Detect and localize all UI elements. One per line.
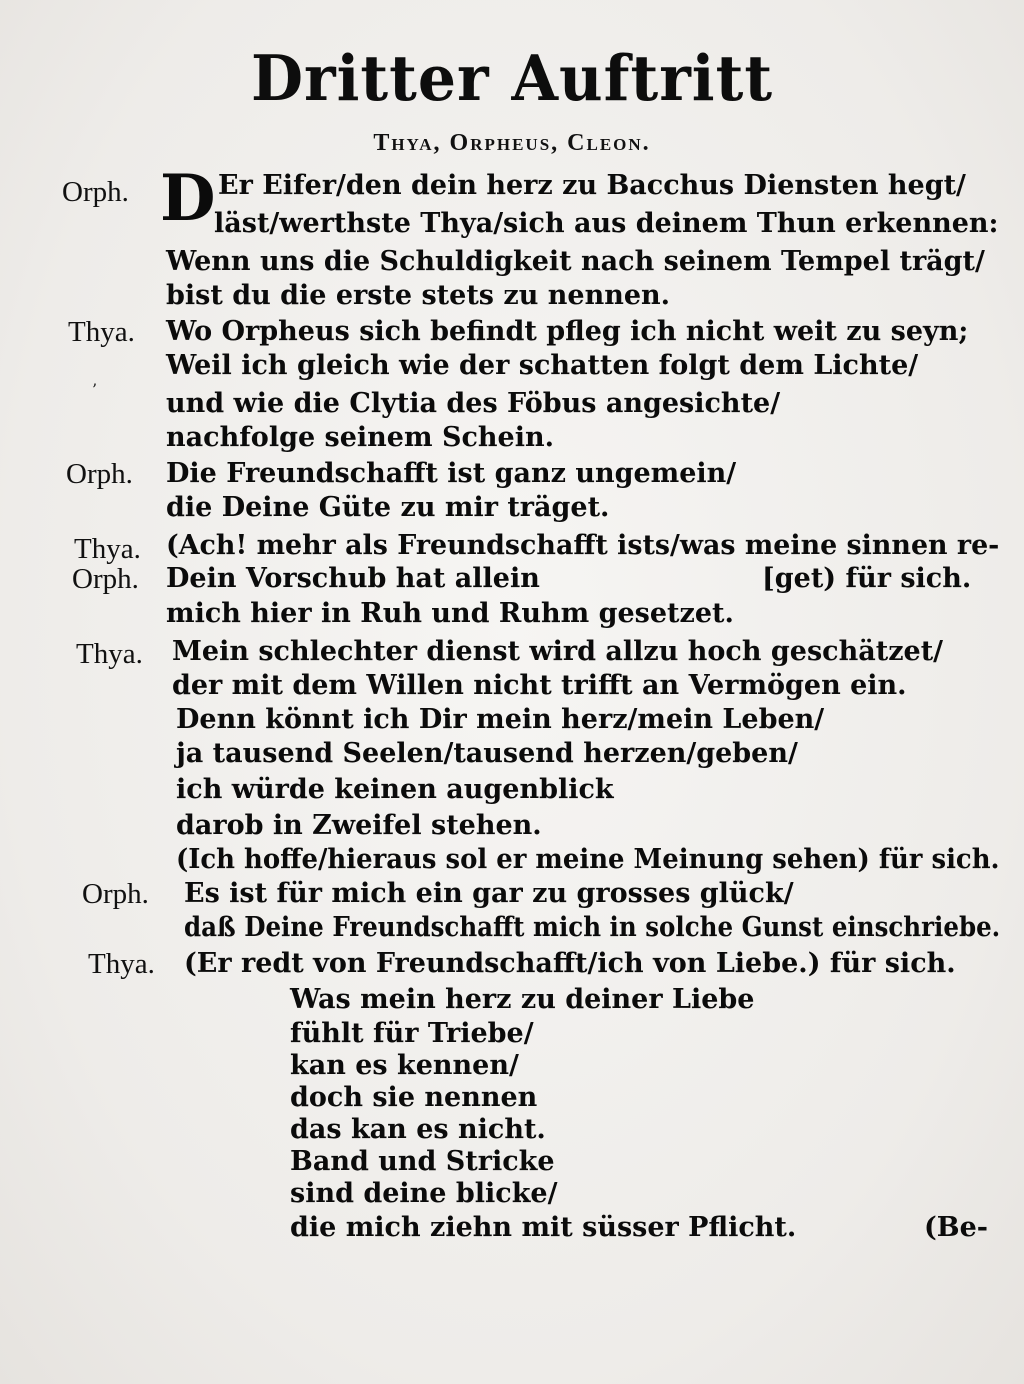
catchword: (Be- (924, 1212, 988, 1243)
verse-line: Mein schlechter dienst wird allzu hoch geschätzet/ (172, 636, 944, 667)
verse-line: bist du die erste stets zu nennen. (166, 280, 671, 311)
verse-line: ich würde keinen augenblick (176, 774, 614, 805)
verse-line: Wo Orpheus sich befindt pfleg ich nicht weit zu seyn; (166, 316, 969, 347)
verse-line: das kan es nicht. (290, 1114, 546, 1145)
verse-line: Die Freundschafft ist ganz ungemein/ (166, 458, 737, 489)
drop-cap: D (160, 161, 216, 236)
verse-line: nachfolge seinem Schein. (166, 422, 554, 453)
speaker-label: Orph. (66, 458, 133, 490)
speaker-label: Thya. (76, 638, 143, 670)
verse-line: mich hier in Ruh und Ruhm gesetzet. (166, 598, 734, 629)
verse-line: daß Deine Freundschafft mich in solche Gunst einschriebe. (184, 912, 1001, 943)
verse-line: (Ach! mehr als Freundschafft ists/was meine sinnen re- (166, 530, 1000, 561)
speaker-label: Orph. (62, 176, 129, 208)
verse-line: Was mein herz zu deiner Liebe (290, 984, 755, 1015)
speaker-label: Thya. (68, 316, 135, 348)
stage-direction: [get) für sich. (762, 563, 972, 594)
verse-line: darob in Zweifel stehen. (176, 810, 542, 841)
speaker-label: Thya. (74, 533, 141, 565)
verse-line: Weil ich gleich wie der schatten folgt dem Lichte/ (166, 350, 919, 381)
speaker-label: Orph. (72, 563, 139, 595)
verse-line: die mich ziehn mit süsser Pflicht. (290, 1212, 797, 1243)
verse-line: doch sie nennen (290, 1082, 538, 1113)
verse-line: läst/werthste Thya/sich aus deinem Thun erkennen: (214, 208, 999, 239)
verse-line: Es ist für mich ein gar zu grosses glück/ (184, 878, 794, 909)
verse-line: Wenn uns die Schuldigkeit nach seinem Tempel trägt/ (166, 246, 985, 277)
verse-line: ja tausend Seelen/tausend herzen/geben/ (176, 738, 798, 769)
verse-line: kan es kennen/ (290, 1050, 519, 1081)
verse-line: und wie die Clytia des Föbus angesichte/ (166, 388, 781, 419)
printer-mark: ’ (92, 380, 98, 399)
cast-list: Thya, Orpheus, Cleon. (373, 130, 651, 156)
verse-line: (Ich hoffe/hieraus sol er meine Meinung sehen) für sich. (176, 844, 1000, 875)
verse-line: der mit dem Willen nicht trifft an Vermögen ein. (172, 670, 907, 701)
verse-line: Er Eifer/den dein herz zu Bacchus Diensten hegt/ (218, 170, 966, 201)
verse-line: die Deine Güte zu mir träget. (166, 492, 610, 523)
verse-line: Dein Vorschub hat allein (166, 563, 540, 594)
verse-line: (Er redt von Freundschafft/ich von Liebe.) für sich. (184, 948, 956, 979)
verse-line: fühlt für Triebe/ (290, 1018, 534, 1049)
speaker-label: Orph. (82, 878, 149, 910)
verse-line: Band und Stricke (290, 1146, 555, 1177)
verse-line: sind deine blicke/ (290, 1178, 558, 1209)
speaker-label: Thya. (88, 948, 155, 980)
verse-line: Denn könnt ich Dir mein herz/mein Leben/ (176, 704, 825, 735)
scene-title: Dritter Auftritt (250, 42, 774, 116)
